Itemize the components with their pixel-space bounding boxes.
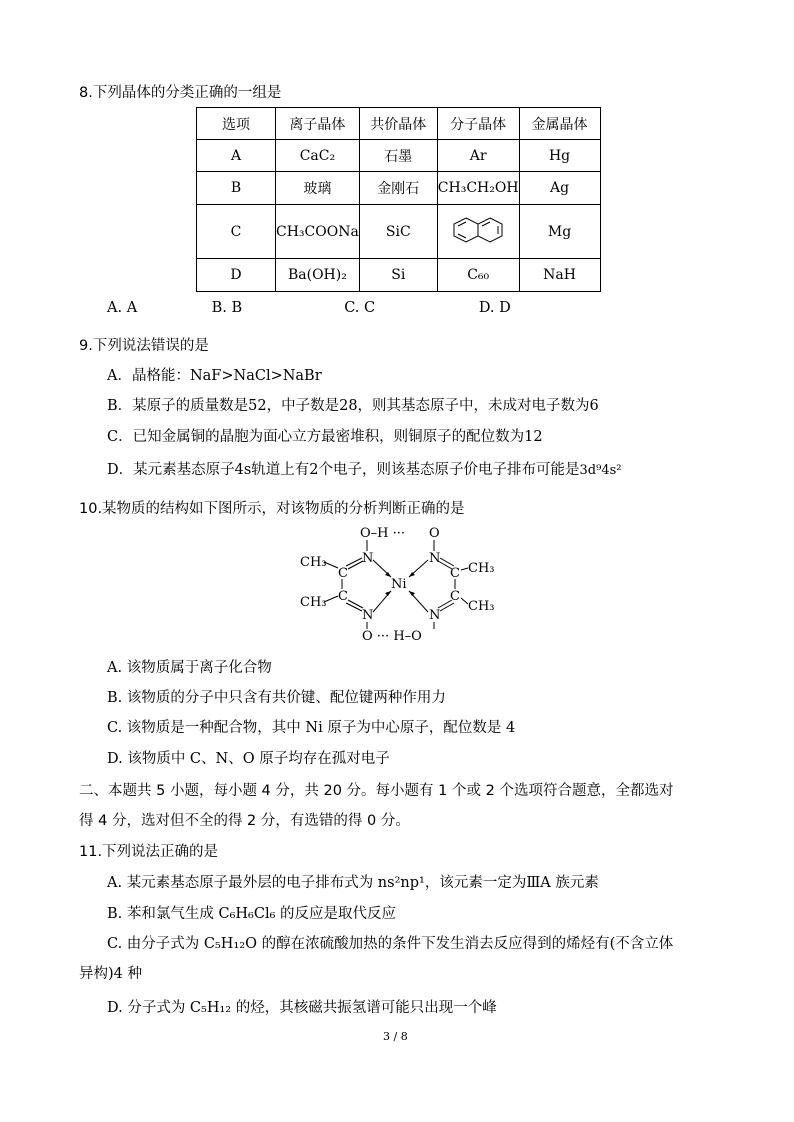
crystal-classification-table — [196, 107, 601, 292]
q11-option-b: B. 苯和氯气生成 C₆H₆Cl₆ 的反应是取代反应 — [107, 906, 397, 922]
naphthalene-structure-icon — [452, 216, 504, 244]
table-row — [197, 205, 601, 259]
q8-option-b: B. B — [211, 300, 243, 316]
structure-top-label: O–H ··· — [360, 526, 406, 541]
table-cell — [437, 205, 519, 259]
q9-option-d — [107, 458, 621, 479]
q10-option-d: D. 该物质中 C、N、O 原子均存在孤对电子 — [107, 751, 390, 767]
section2-instruction: 二、本题共 5 小题，每小题 4 分，共 20 分。每小题有 1 个或 2 个选项符合题意，全都选对 — [79, 783, 674, 799]
table-cell: D — [197, 259, 276, 292]
structure-o-label: O — [429, 526, 440, 541]
structure-n-label: N — [362, 608, 374, 623]
section2-instruction: 得 4 分，选对但不全的得 2 分，有选错的得 0 分。 — [79, 813, 410, 829]
table-row — [197, 259, 601, 292]
q9-option-b: B．某原子的质量数是52，中子数是28，则其基态原子中，未成对电子数为6 — [107, 398, 599, 414]
table-header-cell: 共价晶体 — [359, 108, 437, 140]
q8-stem: 8.下列晶体的分类正确的一组是 — [79, 85, 282, 101]
q10-stem: 10.某物质的结构如下图所示，对该物质的分析判断正确的是 — [79, 501, 465, 517]
q9-stem: 9.下列说法错误的是 — [79, 338, 209, 354]
table-cell: 金刚石 — [359, 172, 437, 205]
structure-n-label: N — [429, 608, 441, 623]
q11-option-a: A. 某元素基态原子最外层的电子排布式为 ns²np¹，该元素一定为ⅢA 族元素 — [107, 875, 599, 891]
table-cell: Hg — [519, 140, 600, 172]
q9-option-d-text: D．某元素基态原子4s轨道上有2个电子，则该基态原子价电子排布可能是 — [107, 462, 580, 478]
q11-option-c-continued: 异构)4 种 — [79, 966, 142, 982]
structure-ni-label: Ni — [391, 577, 407, 592]
q8-option-a: A. A — [107, 300, 138, 316]
structure-ch3-label: CH₃ — [468, 561, 495, 576]
table-header-cell: 金属晶体 — [519, 108, 600, 140]
table-cell: 石墨 — [359, 140, 437, 172]
structure-bottom-label: O ··· H–O — [362, 629, 422, 644]
structure-c-label: C — [338, 566, 348, 581]
table-cell: B — [197, 172, 276, 205]
table-cell: C — [197, 205, 276, 259]
page-number: 3 / 8 — [383, 1030, 408, 1043]
table-cell: 玻璃 — [276, 172, 360, 205]
structure-c-label: C — [450, 589, 460, 604]
structure-c-label: C — [450, 566, 460, 581]
table-row — [197, 140, 601, 172]
table-cell: CaC₂ — [276, 140, 360, 172]
table-cell: Si — [359, 259, 437, 292]
q8-option-c: C. C — [344, 300, 376, 316]
table-cell: CH₃COONa — [276, 205, 360, 259]
q8-option-d: D. D — [478, 300, 511, 316]
q8-answer-row — [107, 300, 511, 316]
table-cell: Ba(OH)₂ — [276, 259, 360, 292]
q10-option-c: C. 该物质是一种配合物，其中 Ni 原子为中心原子，配位数是 4 — [107, 720, 516, 736]
table-header-row — [197, 108, 601, 140]
q10-option-b: B. 该物质的分子中只含有共价键、配位键两种作用力 — [107, 690, 446, 706]
q10-option-a: A. 该物质属于离子化合物 — [107, 660, 272, 676]
table-cell: A — [197, 140, 276, 172]
table-cell: CH₃CH₂OH — [437, 172, 519, 205]
q11-option-c: C. 由分子式为 C₅H₁₂O 的醇在浓硫酸加热的条件下发生消去反应得到的烯烃有(不含立体 — [107, 936, 674, 952]
structure-n-label: N — [429, 551, 441, 566]
q11-stem: 11.下列说法正确的是 — [79, 844, 219, 860]
q11-option-d: D. 分子式为 C₅H₁₂ 的烃，其核磁共振氢谱可能只出现一个峰 — [107, 1000, 497, 1016]
structure-ch3-label: CH₃ — [300, 595, 327, 610]
table-cell: Ar — [437, 140, 519, 172]
table-header-cell: 分子晶体 — [437, 108, 519, 140]
table-cell: SiC — [359, 205, 437, 259]
structure-n-label: N — [362, 551, 374, 566]
table-cell: Mg — [519, 205, 600, 259]
structure-c-label: C — [338, 589, 348, 604]
q9-option-a: A．晶格能：NaF>NaCl>NaBr — [107, 368, 322, 384]
table-cell: NaH — [519, 259, 600, 292]
table-cell: Ag — [519, 172, 600, 205]
table-cell: C₆₀ — [437, 259, 519, 292]
table-header-cell: 选项 — [197, 108, 276, 140]
structure-ch3-label: CH₃ — [300, 555, 327, 570]
table-row — [197, 172, 601, 205]
ni-complex-structure — [296, 522, 506, 644]
q9-option-d-formula: 3d⁹4s² — [579, 463, 622, 478]
q9-option-c: C．已知金属铜的晶胞为面心立方最密堆积，则铜原子的配位数为12 — [107, 429, 543, 445]
table-header-cell: 离子晶体 — [276, 108, 360, 140]
structure-ch3-label: CH₃ — [468, 599, 495, 614]
